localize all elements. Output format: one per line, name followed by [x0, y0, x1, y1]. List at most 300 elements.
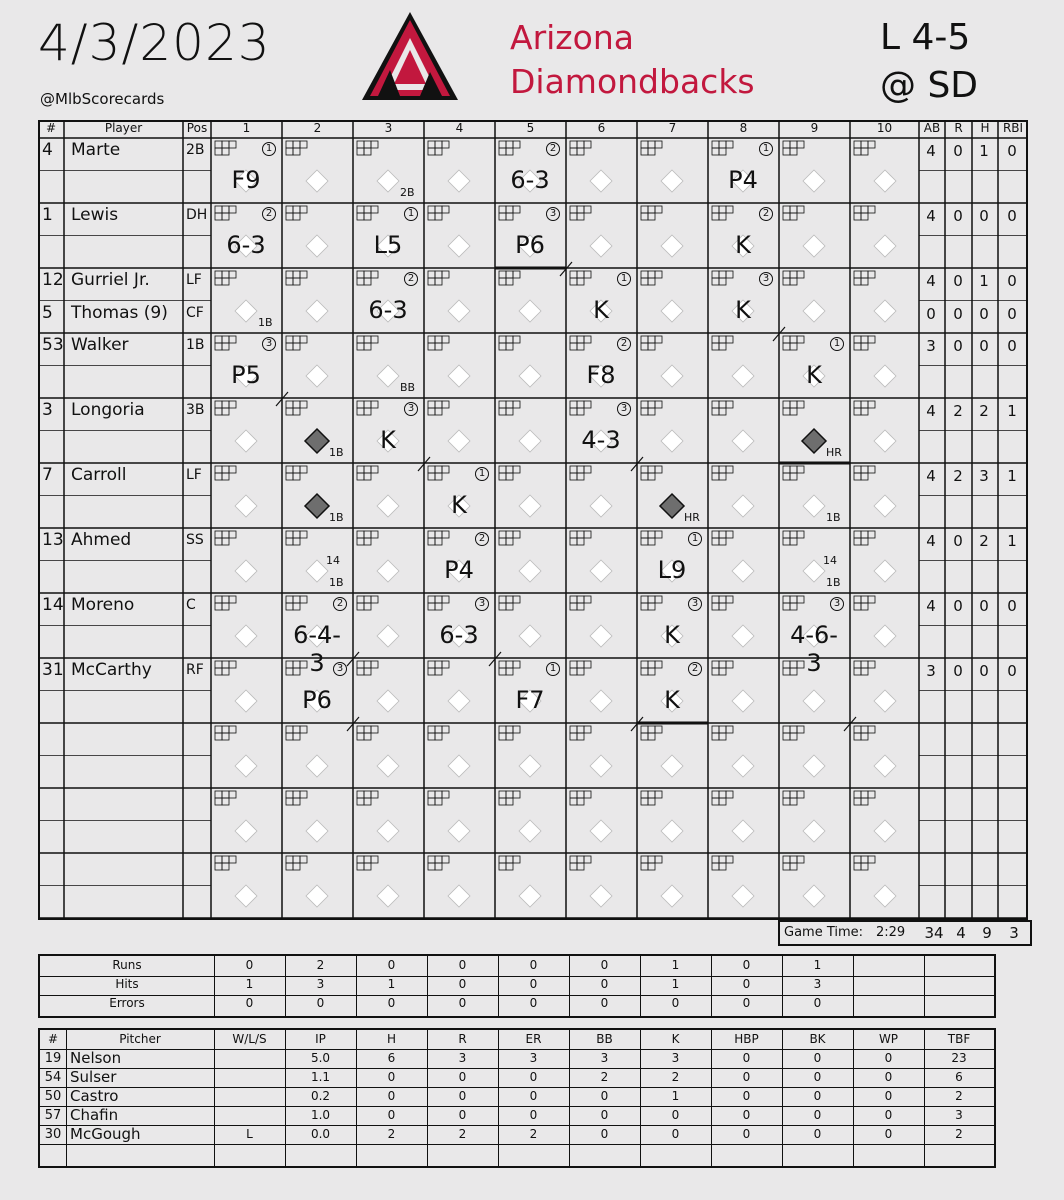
pitching-name: McGough: [70, 1125, 141, 1143]
play-result: K: [664, 621, 680, 649]
play-result: 4-6-3: [790, 621, 838, 677]
out-number: 1: [262, 142, 276, 156]
player-number: 53: [42, 335, 64, 355]
player-name: Walker: [71, 335, 129, 355]
pitching-k: 1: [671, 1089, 680, 1103]
column-header: 9: [810, 121, 819, 135]
out-number: 3: [333, 662, 347, 676]
player-h: 0: [979, 337, 989, 355]
pitching-col-divider: [853, 1030, 854, 1166]
player-h: 0: [979, 662, 989, 680]
pitching-header: HBP: [734, 1032, 759, 1046]
scorecard-date: 4/3/2023: [38, 14, 271, 72]
player-number: 5: [42, 302, 53, 323]
linescore-col-divider: [498, 956, 499, 1016]
column-header: 2: [313, 121, 322, 135]
author-handle: @MlbScorecards: [40, 90, 165, 108]
out-number: 3: [546, 207, 560, 221]
player-number: 31: [42, 660, 64, 680]
player-h: 1: [979, 142, 989, 160]
player-rbi: 0: [1007, 272, 1017, 290]
play-result: K: [735, 231, 751, 259]
player-position: RF: [186, 662, 204, 678]
linescore-value: 0: [245, 996, 254, 1010]
pitching-r: 0: [458, 1108, 467, 1122]
player-position: CF: [186, 304, 204, 321]
player-h: 2: [979, 402, 989, 420]
out-number: 1: [617, 272, 631, 286]
player-h: 3: [979, 467, 989, 485]
pitching-bb: 0: [600, 1089, 609, 1103]
pitching-header: WP: [878, 1032, 899, 1046]
player-rbi: 0: [1007, 142, 1017, 160]
linescore-col-divider: [569, 956, 570, 1016]
linescore-value: 0: [600, 977, 609, 991]
linescore-col-divider: [356, 956, 357, 1016]
hit-type: 2B: [400, 186, 415, 199]
pitching-col-divider: [711, 1030, 712, 1166]
column-header: H: [980, 121, 990, 135]
player-ab: 3: [926, 662, 936, 680]
column-header: #: [45, 121, 57, 135]
pitching-hbp: 0: [742, 1070, 751, 1084]
pitching-bb: 3: [600, 1051, 609, 1065]
play-result: F7: [515, 686, 545, 714]
column-header: Pos: [186, 121, 208, 135]
total-rbi: 3: [1009, 924, 1019, 942]
linescore-value: 3: [813, 977, 822, 991]
linescore-label: Errors: [109, 996, 145, 1010]
player-position: 3B: [186, 402, 205, 418]
out-number: 3: [688, 597, 702, 611]
pitching-col-divider: [498, 1030, 499, 1166]
player-h: 0: [979, 207, 989, 225]
pitching-header: R: [458, 1032, 467, 1046]
player-name: Marte: [71, 140, 121, 160]
player-position: DH: [186, 207, 208, 223]
player-rbi: 0: [1007, 304, 1017, 323]
player-name: Carroll: [71, 465, 127, 485]
pitching-row-divider: [40, 1144, 994, 1145]
linescore-value: 0: [387, 958, 396, 972]
linescore-value: 0: [387, 996, 396, 1010]
out-number: 2: [617, 337, 631, 351]
column-header: 4: [455, 121, 464, 135]
play-result: K: [735, 296, 751, 324]
hit-type: HR: [826, 446, 842, 459]
out-number: 3: [759, 272, 773, 286]
play-result: L5: [373, 231, 403, 259]
player-name: Ahmed: [71, 530, 132, 550]
column-header: 5: [526, 121, 535, 135]
pitching-row-divider: [40, 1125, 994, 1126]
column-header: 6: [597, 121, 606, 135]
pitching-col-divider: [427, 1030, 428, 1166]
pitching-header: BB: [596, 1032, 613, 1046]
player-r: 0: [953, 662, 963, 680]
play-result: P5: [231, 361, 261, 389]
hit-type: 1B: [329, 576, 344, 589]
pitching-header: #: [47, 1032, 59, 1046]
pitching-er: 0: [529, 1089, 538, 1103]
pitching-ip: 0.2: [310, 1089, 331, 1103]
pitching-er: 2: [529, 1127, 538, 1141]
player-r: 0: [953, 337, 963, 355]
pitching-row-divider: [40, 1068, 994, 1069]
linescore-value: 0: [316, 996, 325, 1010]
pitching-hbp: 0: [742, 1051, 751, 1065]
out-number: 2: [333, 597, 347, 611]
player-rbi: 0: [1007, 597, 1017, 615]
pitching-col-divider: [640, 1030, 641, 1166]
pitching-header: W/L/S: [232, 1032, 267, 1046]
player-ab: 4: [926, 272, 936, 290]
out-number: 3: [404, 402, 418, 416]
linescore-value: 0: [813, 996, 822, 1010]
player-name: Thomas (9): [71, 302, 168, 323]
out-number: 2: [475, 532, 489, 546]
linescore-value: 0: [742, 977, 751, 991]
pitching-bk: 0: [813, 1108, 822, 1122]
pitching-er: 3: [529, 1051, 538, 1065]
player-name: Gurriel Jr.: [71, 270, 150, 290]
pitching-h: 6: [387, 1051, 396, 1065]
pitching-tbf: 2: [955, 1127, 963, 1141]
out-number: 2: [404, 272, 418, 286]
team-logo: [360, 10, 460, 104]
player-r: 0: [953, 272, 963, 290]
pitching-tbf: 2: [955, 1089, 963, 1103]
advance-note: 14: [326, 554, 340, 567]
linescore-value: 0: [458, 958, 467, 972]
linescore-label: Runs: [112, 958, 142, 972]
pitching-row-divider: [40, 1049, 994, 1050]
pitching-col-divider: [66, 1030, 67, 1166]
pitching-tbf: 6: [955, 1070, 963, 1084]
opponent: @ SD: [880, 65, 979, 106]
linescore-value: 0: [742, 996, 751, 1010]
pitching-bk: 0: [813, 1089, 822, 1103]
pitching-col-divider: [285, 1030, 286, 1166]
player-ab: 4: [926, 467, 936, 485]
out-number: 1: [759, 142, 773, 156]
pitching-header: ER: [525, 1032, 542, 1046]
pitching-k: 2: [671, 1070, 680, 1084]
play-result: K: [593, 296, 609, 324]
pitching-col-divider: [356, 1030, 357, 1166]
total-ab: 34: [924, 924, 944, 942]
scorecard-text-layer: [38, 120, 1028, 940]
player-position: 2B: [186, 142, 205, 158]
linescore-value: 1: [671, 958, 680, 972]
player-number: 4: [42, 140, 53, 160]
out-number: 3: [830, 597, 844, 611]
out-number: 3: [475, 597, 489, 611]
game-result: [880, 14, 978, 110]
play-result: 4-3: [581, 426, 621, 454]
player-ab: 4: [926, 207, 936, 225]
play-result: K: [451, 491, 467, 519]
pitching-col-divider: [782, 1030, 783, 1166]
player-r: 0: [953, 532, 963, 550]
player-number: 14: [42, 595, 64, 615]
player-rbi: 1: [1007, 532, 1017, 550]
pitching-header: BK: [809, 1032, 826, 1046]
column-header: 10: [876, 121, 893, 135]
pitching-table: [38, 1028, 996, 1168]
out-number: 1: [688, 532, 702, 546]
linescore-col-divider: [285, 956, 286, 1016]
player-rbi: 1: [1007, 402, 1017, 420]
linescore-value: 0: [529, 977, 538, 991]
linescore-label: Hits: [115, 977, 139, 991]
hit-type: HR: [684, 511, 700, 524]
linescore-col-divider: [782, 956, 783, 1016]
pitching-bb: 0: [600, 1127, 609, 1141]
out-number: 1: [475, 467, 489, 481]
out-number: 2: [759, 207, 773, 221]
out-number: 2: [688, 662, 702, 676]
player-name: Lewis: [71, 205, 119, 225]
pitching-row-divider: [40, 1087, 994, 1088]
pitching-r: 0: [458, 1070, 467, 1084]
out-number: 3: [262, 337, 276, 351]
team-name-line2: Diamondbacks: [510, 62, 755, 101]
out-number: 1: [830, 337, 844, 351]
hit-type: 1B: [258, 316, 273, 329]
pitching-er: 0: [529, 1070, 538, 1084]
linescore-value: 3: [316, 977, 325, 991]
player-number: 13: [42, 530, 64, 550]
player-ab: 0: [926, 304, 936, 323]
pitching-ip: 1.0: [310, 1108, 331, 1122]
team-name-line1: Arizona: [510, 18, 634, 57]
pitching-tbf: 23: [951, 1051, 967, 1065]
pitching-header: TBF: [947, 1032, 971, 1046]
linescore-value: 0: [245, 958, 254, 972]
pitching-bk: 0: [813, 1070, 822, 1084]
pitching-ip: 1.1: [310, 1070, 331, 1084]
player-ab: 3: [926, 337, 936, 355]
player-position: 1B: [186, 337, 205, 353]
pitching-num: 54: [44, 1070, 62, 1085]
hit-type: 1B: [826, 576, 841, 589]
player-rbi: 0: [1007, 662, 1017, 680]
pitching-wp: 0: [884, 1127, 893, 1141]
play-result: K: [806, 361, 822, 389]
pitching-k: 3: [671, 1051, 680, 1065]
player-r: 2: [953, 467, 963, 485]
hit-type: 1B: [329, 511, 344, 524]
linescore-value: 1: [671, 977, 680, 991]
column-header: 8: [739, 121, 748, 135]
player-name: Longoria: [71, 400, 145, 420]
out-number: 2: [262, 207, 276, 221]
player-number: 3: [42, 400, 53, 420]
pitching-num: 57: [44, 1108, 62, 1123]
linescore-col-divider: [853, 956, 854, 1016]
player-number: 12: [42, 270, 64, 290]
linescore-value: 0: [458, 977, 467, 991]
game-time-box: [778, 920, 1032, 946]
play-result: F8: [586, 361, 616, 389]
play-result: 6-3: [368, 296, 408, 324]
total-r: 4: [956, 924, 966, 942]
linescore-value: 0: [529, 996, 538, 1010]
play-result: 6-3: [439, 621, 479, 649]
player-ab: 4: [926, 597, 936, 615]
player-rbi: 0: [1007, 337, 1017, 355]
player-position: C: [186, 597, 196, 613]
column-header: AB: [923, 121, 941, 135]
play-result: 6-3: [510, 166, 550, 194]
pitching-header: K: [671, 1032, 680, 1046]
linescore-col-divider: [427, 956, 428, 1016]
linescore-col-divider: [214, 956, 215, 1016]
pitching-wp: 0: [884, 1089, 893, 1103]
linescore-value: 1: [245, 977, 254, 991]
player-h: 0: [979, 304, 989, 323]
player-rbi: 0: [1007, 207, 1017, 225]
pitching-name: Chafin: [70, 1106, 119, 1124]
pitching-wls: L: [246, 1127, 253, 1141]
player-ab: 4: [926, 402, 936, 420]
pitching-bk: 0: [813, 1127, 822, 1141]
linescore-value: 0: [600, 958, 609, 972]
pitching-wp: 0: [884, 1051, 893, 1065]
linescore-value: 2: [316, 958, 325, 972]
player-rbi: 1: [1007, 467, 1017, 485]
player-name: Moreno: [71, 595, 135, 615]
pitching-col-divider: [924, 1030, 925, 1166]
pitching-hbp: 0: [742, 1127, 751, 1141]
play-result: L9: [657, 556, 687, 584]
pitching-r: 3: [458, 1051, 467, 1065]
column-header: 1: [242, 121, 251, 135]
pitching-row-divider: [40, 1106, 994, 1107]
pitching-k: 0: [671, 1108, 680, 1122]
player-ab: 4: [926, 532, 936, 550]
player-r: 0: [953, 207, 963, 225]
pitching-col-divider: [214, 1030, 215, 1166]
player-r: 0: [953, 142, 963, 160]
player-h: 2: [979, 532, 989, 550]
pitching-ip: 5.0: [310, 1051, 331, 1065]
pitching-wp: 0: [884, 1070, 893, 1084]
play-result: K: [664, 686, 680, 714]
out-number: 1: [404, 207, 418, 221]
play-result: 6-4-3: [293, 621, 341, 677]
pitching-name: Sulser: [70, 1068, 117, 1086]
linescore-value: 1: [813, 958, 822, 972]
pitching-name: Nelson: [70, 1049, 122, 1067]
hit-type: BB: [400, 381, 416, 394]
pitching-h: 0: [387, 1108, 396, 1122]
player-h: 1: [979, 272, 989, 290]
pitching-wp: 0: [884, 1108, 893, 1122]
out-number: 2: [546, 142, 560, 156]
play-result: P6: [515, 231, 545, 259]
final-score: L 4-5: [880, 17, 971, 58]
pitching-name: Castro: [70, 1087, 119, 1105]
hit-type: 1B: [826, 511, 841, 524]
player-position: LF: [186, 272, 202, 288]
pitching-er: 0: [529, 1108, 538, 1122]
linescore-value: 1: [387, 977, 396, 991]
linescore-col-divider: [640, 956, 641, 1016]
column-header: RBI: [1002, 121, 1024, 135]
pitching-h: 0: [387, 1070, 396, 1084]
player-number: 7: [42, 465, 53, 485]
linescore-col-divider: [924, 956, 925, 1016]
pitching-k: 0: [671, 1127, 680, 1141]
out-number: 3: [617, 402, 631, 416]
team-name: [510, 16, 755, 104]
linescore-col-divider: [711, 956, 712, 1016]
pitching-bb: 0: [600, 1108, 609, 1122]
player-number: 1: [42, 205, 53, 225]
pitching-num: 50: [44, 1089, 62, 1104]
player-r: 0: [953, 597, 963, 615]
play-result: K: [380, 426, 396, 454]
pitching-num: 19: [44, 1051, 62, 1066]
out-number: 1: [546, 662, 560, 676]
linescore-value: 0: [458, 996, 467, 1010]
pitching-bb: 2: [600, 1070, 609, 1084]
player-position: LF: [186, 467, 202, 483]
column-header: 7: [668, 121, 677, 135]
pitching-h: 0: [387, 1089, 396, 1103]
pitching-ip: 0.0: [310, 1127, 331, 1141]
player-r: 0: [953, 304, 963, 323]
player-name: McCarthy: [71, 660, 152, 680]
column-header: Player: [104, 121, 143, 135]
play-result: 6-3: [226, 231, 266, 259]
pitching-bk: 0: [813, 1051, 822, 1065]
pitching-r: 2: [458, 1127, 467, 1141]
linescore-value: 0: [742, 958, 751, 972]
pitching-hbp: 0: [742, 1089, 751, 1103]
game-time-value: 2:29: [876, 925, 906, 940]
play-result: P6: [302, 686, 332, 714]
total-h: 9: [982, 924, 992, 942]
pitching-header: H: [386, 1032, 397, 1046]
pitching-tbf: 3: [955, 1108, 963, 1122]
game-time-label: Game Time:: [784, 925, 864, 940]
hit-type: 1B: [329, 446, 344, 459]
player-ab: 4: [926, 142, 936, 160]
advance-note: 14: [823, 554, 837, 567]
player-h: 0: [979, 597, 989, 615]
linescore-value: 0: [671, 996, 680, 1010]
column-header: 3: [384, 121, 393, 135]
play-result: P4: [444, 556, 474, 584]
pitching-num: 30: [44, 1127, 62, 1142]
pitching-col-divider: [569, 1030, 570, 1166]
pitching-h: 2: [387, 1127, 396, 1141]
pitching-hbp: 0: [742, 1108, 751, 1122]
play-result: F9: [231, 166, 261, 194]
pitching-r: 0: [458, 1089, 467, 1103]
linescore-table: [38, 954, 996, 1018]
player-r: 2: [953, 402, 963, 420]
linescore-value: 0: [600, 996, 609, 1010]
pitching-header: Pitcher: [119, 1032, 161, 1046]
column-header: R: [954, 121, 963, 135]
player-position: SS: [186, 532, 204, 548]
pitching-header: IP: [315, 1032, 326, 1046]
linescore-value: 0: [529, 958, 538, 972]
